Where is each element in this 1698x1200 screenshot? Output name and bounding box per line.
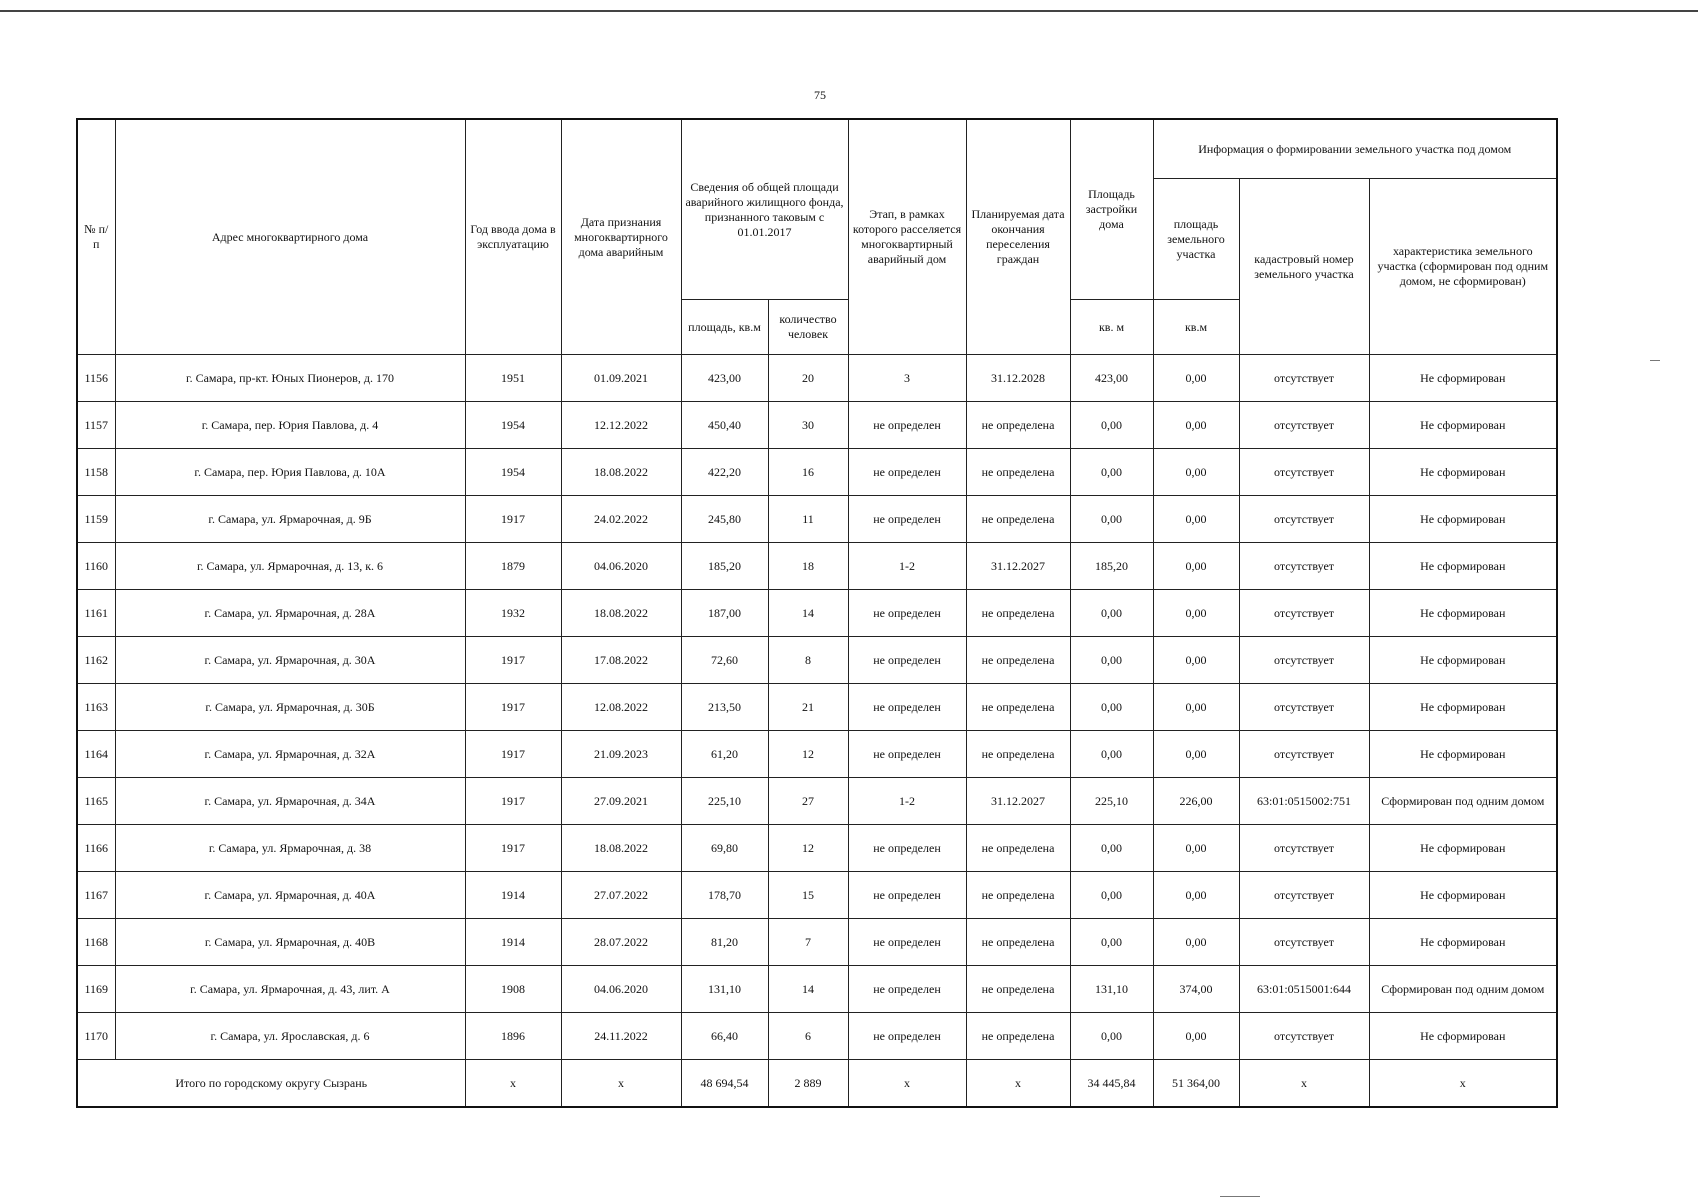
row-address: г. Самара, ул. Ярмарочная, д. 30А (115, 637, 465, 684)
row-year: 1917 (465, 825, 561, 872)
table-row (77, 684, 1557, 731)
row-area: 66,40 (681, 1013, 768, 1060)
row-address: г. Самара, пер. Юрия Павлова, д. 10А (115, 449, 465, 496)
row-built-area: 0,00 (1070, 919, 1153, 966)
row-land-characteristic: Не сформирован (1369, 731, 1557, 778)
table-row (77, 731, 1557, 778)
row-cadastral: отсутствует (1239, 825, 1369, 872)
row-year: 1951 (465, 355, 561, 402)
row-built-area: 0,00 (1070, 731, 1153, 778)
row-cadastral: отсутствует (1239, 355, 1369, 402)
row-num: 1170 (77, 1013, 115, 1060)
row-area: 225,10 (681, 778, 768, 825)
row-num: 1156 (77, 355, 115, 402)
header-year: Год ввода дома в эксплуатацию (465, 119, 561, 355)
top-border-line (0, 10, 1698, 12)
row-stage: 1-2 (848, 778, 966, 825)
page-number: 75 (814, 88, 826, 102)
row-land-characteristic: Не сформирован (1369, 872, 1557, 919)
row-year: 1917 (465, 496, 561, 543)
row-built-area: 225,10 (1070, 778, 1153, 825)
row-land-area: 226,00 (1153, 778, 1239, 825)
row-planned: 31.12.2027 (966, 543, 1070, 590)
row-year: 1914 (465, 919, 561, 966)
row-built-area: 423,00 (1070, 355, 1153, 402)
header-land-characteristic: характеристика земельного участка (сформирован под одним домом, не сформирован) (1369, 179, 1557, 355)
table-row (77, 872, 1557, 919)
header-area-sub: площадь, кв.м (681, 300, 768, 355)
header-land-info: Информация о формировании земельного участка под домом (1153, 119, 1557, 179)
row-area: 185,20 (681, 543, 768, 590)
total-people: 2 889 (768, 1060, 848, 1108)
row-year: 1879 (465, 543, 561, 590)
row-stage: не определен (848, 731, 966, 778)
row-land-area: 0,00 (1153, 637, 1239, 684)
row-stage: не определен (848, 496, 966, 543)
table-row (77, 355, 1557, 402)
row-land-area: 0,00 (1153, 1013, 1239, 1060)
row-date: 12.12.2022 (561, 402, 681, 449)
row-cadastral: отсутствует (1239, 731, 1369, 778)
total-year: x (465, 1060, 561, 1108)
row-date: 17.08.2022 (561, 637, 681, 684)
row-cadastral: отсутствует (1239, 496, 1369, 543)
row-people: 15 (768, 872, 848, 919)
row-cadastral: отсутствует (1239, 919, 1369, 966)
header-date-emergency: Дата признания многоквартирного дома аварийным (561, 119, 681, 355)
row-area: 422,20 (681, 449, 768, 496)
table-row (77, 402, 1557, 449)
row-land-characteristic: Не сформирован (1369, 825, 1557, 872)
row-built-area: 185,20 (1070, 543, 1153, 590)
row-stage: не определен (848, 966, 966, 1013)
row-planned: не определена (966, 872, 1070, 919)
row-planned: не определена (966, 637, 1070, 684)
row-land-area: 0,00 (1153, 872, 1239, 919)
row-address: г. Самара, ул. Ярославская, д. 6 (115, 1013, 465, 1060)
row-built-area: 0,00 (1070, 825, 1153, 872)
row-built-area: 0,00 (1070, 496, 1153, 543)
row-date: 01.09.2021 (561, 355, 681, 402)
row-area: 81,20 (681, 919, 768, 966)
row-cadastral: отсутствует (1239, 637, 1369, 684)
row-people: 21 (768, 684, 848, 731)
row-people: 14 (768, 590, 848, 637)
row-people: 12 (768, 825, 848, 872)
row-year: 1932 (465, 590, 561, 637)
row-area: 423,00 (681, 355, 768, 402)
row-built-area: 0,00 (1070, 1013, 1153, 1060)
row-num: 1159 (77, 496, 115, 543)
row-num: 1164 (77, 731, 115, 778)
table-row (77, 496, 1557, 543)
total-label: Итого по городскому округу Сызрань (77, 1060, 465, 1108)
scan-mark (1650, 360, 1660, 361)
row-area: 245,80 (681, 496, 768, 543)
row-date: 21.09.2023 (561, 731, 681, 778)
table-row (77, 449, 1557, 496)
row-land-area: 0,00 (1153, 496, 1239, 543)
row-people: 14 (768, 966, 848, 1013)
header-land-area: площадь земельного участка (1153, 179, 1239, 300)
row-land-characteristic: Не сформирован (1369, 355, 1557, 402)
row-address: г. Самара, ул. Ярмарочная, д. 30Б (115, 684, 465, 731)
table-row (77, 825, 1557, 872)
row-land-characteristic: Не сформирован (1369, 496, 1557, 543)
row-address: г. Самара, ул. Ярмарочная, д. 43, лит. А (115, 966, 465, 1013)
row-people: 8 (768, 637, 848, 684)
row-built-area: 0,00 (1070, 637, 1153, 684)
row-planned: не определена (966, 731, 1070, 778)
row-people: 27 (768, 778, 848, 825)
row-land-characteristic: Не сформирован (1369, 402, 1557, 449)
row-address: г. Самара, пер. Юрия Павлова, д. 4 (115, 402, 465, 449)
row-land-area: 0,00 (1153, 731, 1239, 778)
row-date: 12.08.2022 (561, 684, 681, 731)
row-num: 1158 (77, 449, 115, 496)
row-area: 213,50 (681, 684, 768, 731)
row-land-area: 0,00 (1153, 355, 1239, 402)
row-built-area: 0,00 (1070, 402, 1153, 449)
row-land-characteristic: Сформирован под одним домом (1369, 966, 1557, 1013)
row-date: 18.08.2022 (561, 825, 681, 872)
row-planned: 31.12.2027 (966, 778, 1070, 825)
row-land-characteristic: Не сформирован (1369, 919, 1557, 966)
row-planned: не определена (966, 966, 1070, 1013)
table-row (77, 637, 1557, 684)
header-people-sub: количество человек (768, 300, 848, 355)
row-num: 1166 (77, 825, 115, 872)
total-row (77, 1060, 1557, 1108)
row-planned: не определена (966, 919, 1070, 966)
row-stage: 3 (848, 355, 966, 402)
row-cadastral: отсутствует (1239, 872, 1369, 919)
row-year: 1954 (465, 449, 561, 496)
row-land-area: 0,00 (1153, 590, 1239, 637)
row-year: 1954 (465, 402, 561, 449)
scan-mark (1220, 1196, 1260, 1197)
row-land-characteristic: Не сформирован (1369, 590, 1557, 637)
row-year: 1896 (465, 1013, 561, 1060)
row-land-area: 0,00 (1153, 919, 1239, 966)
row-address: г. Самара, ул. Ярмарочная, д. 34А (115, 778, 465, 825)
header-planned-date: Планируемая дата окончания переселения граждан (966, 119, 1070, 355)
row-num: 1169 (77, 966, 115, 1013)
row-address: г. Самара, ул. Ярмарочная, д. 32А (115, 731, 465, 778)
row-stage: не определен (848, 402, 966, 449)
row-date: 27.09.2021 (561, 778, 681, 825)
row-date: 28.07.2022 (561, 919, 681, 966)
row-land-area: 0,00 (1153, 825, 1239, 872)
row-address: г. Самара, ул. Ярмарочная, д. 40А (115, 872, 465, 919)
row-year: 1917 (465, 637, 561, 684)
table-row (77, 919, 1557, 966)
row-year: 1914 (465, 872, 561, 919)
header-land-area-unit: кв.м (1153, 300, 1239, 355)
row-planned: 31.12.2028 (966, 355, 1070, 402)
row-num: 1160 (77, 543, 115, 590)
row-people: 12 (768, 731, 848, 778)
row-year: 1917 (465, 684, 561, 731)
row-area: 72,60 (681, 637, 768, 684)
row-land-characteristic: Не сформирован (1369, 684, 1557, 731)
row-planned: не определена (966, 825, 1070, 872)
header-built-area: Площадь застройки дома (1070, 119, 1153, 300)
row-address: г. Самара, ул. Ярмарочная, д. 40В (115, 919, 465, 966)
row-date: 24.11.2022 (561, 1013, 681, 1060)
row-address: г. Самара, ул. Ярмарочная, д. 38 (115, 825, 465, 872)
row-cadastral: отсутствует (1239, 590, 1369, 637)
row-cadastral: отсутствует (1239, 449, 1369, 496)
row-date: 04.06.2020 (561, 543, 681, 590)
row-address: г. Самара, ул. Ярмарочная, д. 13, к. 6 (115, 543, 465, 590)
row-cadastral: отсутствует (1239, 684, 1369, 731)
header-area-info: Сведения об общей площади аварийного жилищного фонда, признанного таковым с 01.01.2017 (681, 119, 848, 300)
emergency-housing-table (76, 118, 1558, 1108)
row-cadastral: 63:01:0515001:644 (1239, 966, 1369, 1013)
row-land-characteristic: Сформирован под одним домом (1369, 778, 1557, 825)
total-stage: x (848, 1060, 966, 1108)
row-stage: не определен (848, 590, 966, 637)
header-num: № п/п (77, 119, 115, 355)
row-stage: не определен (848, 637, 966, 684)
row-people: 16 (768, 449, 848, 496)
table-row (77, 1013, 1557, 1060)
total-planned: x (966, 1060, 1070, 1108)
row-area: 187,00 (681, 590, 768, 637)
row-year: 1917 (465, 731, 561, 778)
row-land-characteristic: Не сформирован (1369, 449, 1557, 496)
row-cadastral: отсутствует (1239, 402, 1369, 449)
row-num: 1162 (77, 637, 115, 684)
table-row (77, 590, 1557, 637)
row-num: 1168 (77, 919, 115, 966)
row-planned: не определена (966, 496, 1070, 543)
total-area: 48 694,54 (681, 1060, 768, 1108)
header-cadastral: кадастровый номер земельного участка (1239, 179, 1369, 355)
row-land-characteristic: Не сформирован (1369, 543, 1557, 590)
row-land-area: 0,00 (1153, 402, 1239, 449)
table-row (77, 966, 1557, 1013)
row-area: 131,10 (681, 966, 768, 1013)
row-people: 6 (768, 1013, 848, 1060)
total-date: x (561, 1060, 681, 1108)
header-address: Адрес многоквартирного дома (115, 119, 465, 355)
row-built-area: 0,00 (1070, 684, 1153, 731)
row-built-area: 131,10 (1070, 966, 1153, 1013)
row-num: 1161 (77, 590, 115, 637)
row-land-area: 0,00 (1153, 543, 1239, 590)
row-num: 1165 (77, 778, 115, 825)
row-area: 178,70 (681, 872, 768, 919)
row-num: 1167 (77, 872, 115, 919)
row-built-area: 0,00 (1070, 872, 1153, 919)
row-date: 24.02.2022 (561, 496, 681, 543)
total-built-area: 34 445,84 (1070, 1060, 1153, 1108)
row-planned: не определена (966, 1013, 1070, 1060)
row-people: 30 (768, 402, 848, 449)
row-people: 18 (768, 543, 848, 590)
row-built-area: 0,00 (1070, 590, 1153, 637)
row-people: 11 (768, 496, 848, 543)
row-address: г. Самара, ул. Ярмарочная, д. 9Б (115, 496, 465, 543)
row-people: 20 (768, 355, 848, 402)
row-stage: не определен (848, 825, 966, 872)
row-built-area: 0,00 (1070, 449, 1153, 496)
row-cadastral: отсутствует (1239, 1013, 1369, 1060)
row-date: 27.07.2022 (561, 872, 681, 919)
row-planned: не определена (966, 684, 1070, 731)
row-date: 18.08.2022 (561, 590, 681, 637)
row-cadastral: отсутствует (1239, 543, 1369, 590)
table-row (77, 543, 1557, 590)
row-year: 1908 (465, 966, 561, 1013)
row-stage: не определен (848, 449, 966, 496)
row-area: 450,40 (681, 402, 768, 449)
row-stage: не определен (848, 872, 966, 919)
header-stage: Этап, в рамках которого расселяется многоквартирный аварийный дом (848, 119, 966, 355)
row-area: 61,20 (681, 731, 768, 778)
row-land-area: 0,00 (1153, 684, 1239, 731)
total-land-characteristic: x (1369, 1060, 1557, 1108)
row-date: 18.08.2022 (561, 449, 681, 496)
row-planned: не определена (966, 402, 1070, 449)
row-planned: не определена (966, 449, 1070, 496)
row-people: 7 (768, 919, 848, 966)
row-stage: не определен (848, 684, 966, 731)
total-land-area: 51 364,00 (1153, 1060, 1239, 1108)
table-row (77, 778, 1557, 825)
row-land-area: 374,00 (1153, 966, 1239, 1013)
row-num: 1157 (77, 402, 115, 449)
row-stage: 1-2 (848, 543, 966, 590)
row-land-characteristic: Не сформирован (1369, 637, 1557, 684)
row-land-characteristic: Не сформирован (1369, 1013, 1557, 1060)
row-date: 04.06.2020 (561, 966, 681, 1013)
row-address: г. Самара, ул. Ярмарочная, д. 28А (115, 590, 465, 637)
header-built-area-unit: кв. м (1070, 300, 1153, 355)
row-cadastral: 63:01:0515002:751 (1239, 778, 1369, 825)
row-stage: не определен (848, 919, 966, 966)
row-num: 1163 (77, 684, 115, 731)
row-stage: не определен (848, 1013, 966, 1060)
row-year: 1917 (465, 778, 561, 825)
row-address: г. Самара, пр-кт. Юных Пионеров, д. 170 (115, 355, 465, 402)
row-land-area: 0,00 (1153, 449, 1239, 496)
total-cadastral: x (1239, 1060, 1369, 1108)
row-planned: не определена (966, 590, 1070, 637)
row-area: 69,80 (681, 825, 768, 872)
